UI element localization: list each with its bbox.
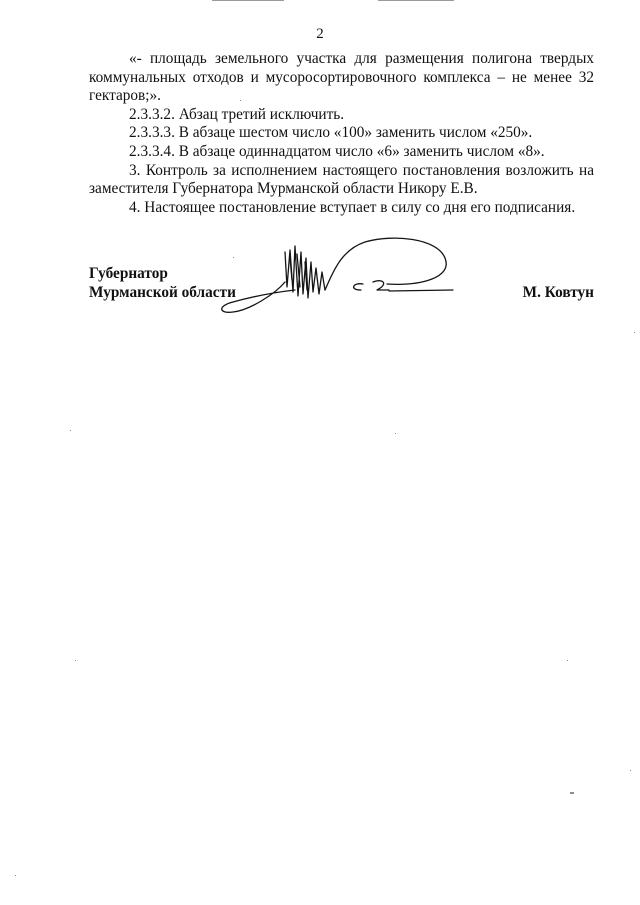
scan-speck	[634, 332, 635, 333]
scan-speck	[75, 660, 76, 661]
scan-speck	[70, 430, 71, 431]
scan-speck	[630, 770, 631, 771]
paragraph-2-3-3-3: 2.3.3.3. В абзаце шестом число «100» заменить числом «250».	[129, 124, 533, 142]
paragraph-2-3-3-4: 2.3.3.4. В абзаце одиннадцатом число «6» заменить числом «8».	[129, 142, 545, 160]
top-rule-right	[378, 0, 454, 1]
paragraph-2-3-3-2: 2.3.3.2. Абзац третий исключить.	[129, 105, 345, 123]
paragraph-area-requirement: «- площадь земельного участка для размещения полигона твердых коммунальных отходов и мусоросортировочного комплекса – не менее 32 гектаров;».	[89, 50, 594, 105]
signatory-title	[89, 264, 236, 302]
signatory-title-line2: Мурманской области	[89, 284, 236, 301]
top-rule-left	[212, 0, 284, 1]
paragraph-4-effect: 4. Настоящее постановление вступает в силу со дня его подписания.	[129, 198, 576, 216]
handwritten-signature	[215, 232, 475, 322]
scan-speck	[233, 257, 234, 258]
scan-speck	[240, 100, 241, 101]
signatory-title-line1: Губернатор	[89, 265, 168, 282]
scan-speck	[395, 433, 396, 434]
page-number: 2	[316, 26, 324, 42]
scan-speck	[570, 792, 574, 794]
scan-speck	[567, 660, 568, 661]
document-body	[89, 50, 594, 217]
scan-speck	[15, 875, 16, 876]
signatory-name: М. Ковтун	[522, 284, 594, 301]
paragraph-3-control: 3. Контроль за исполнением настоящего постановления возложить на заместителя Губернатора Мурманской области Никору Е.В.	[89, 161, 594, 198]
